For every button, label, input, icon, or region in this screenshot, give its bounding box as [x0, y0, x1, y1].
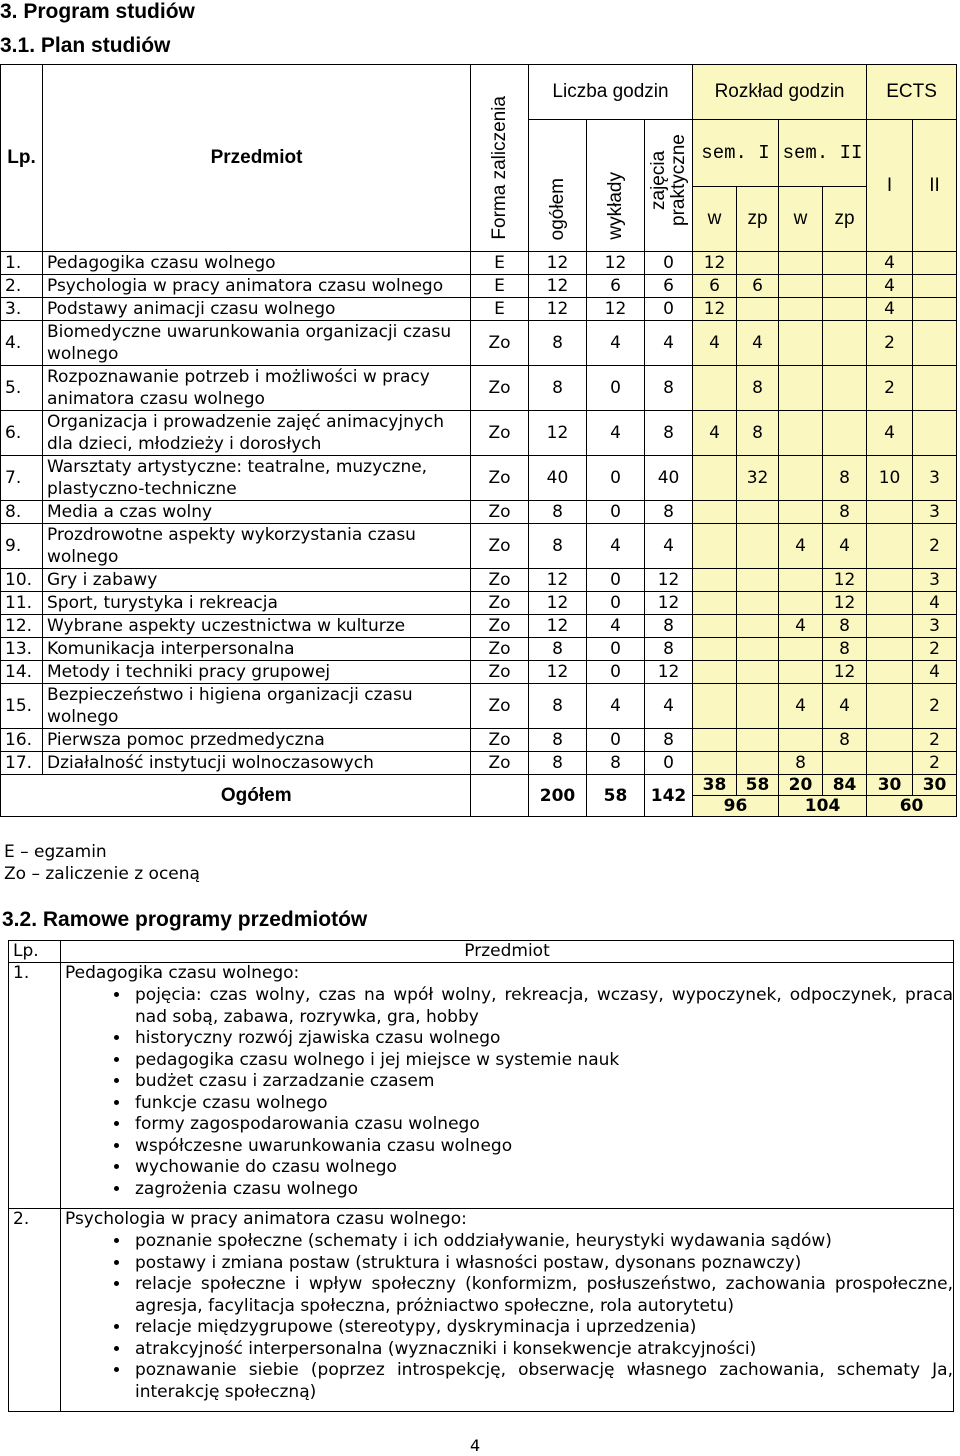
row-forma: Zo — [471, 411, 529, 456]
row-sem2-zp: 4 — [823, 684, 867, 729]
row-sem1-w — [693, 661, 737, 684]
row-forma: Zo — [471, 501, 529, 524]
row-zajecia: 12 — [645, 592, 693, 615]
total-sem1-w: 38 — [693, 775, 737, 796]
row-ects-1 — [867, 752, 913, 775]
row-lp: 14. — [1, 661, 43, 684]
row-forma: E — [471, 298, 529, 321]
total-zajecia: 142 — [645, 775, 693, 817]
row-zajecia: 8 — [645, 638, 693, 661]
header-przedmiot: Przedmiot — [43, 65, 471, 252]
program-row — [9, 963, 954, 1209]
row-sem1-zp: 8 — [737, 366, 779, 411]
row-ects-1 — [867, 638, 913, 661]
row-lp: 13. — [1, 638, 43, 661]
row-wyklady: 4 — [587, 321, 645, 366]
row-ects-1 — [867, 729, 913, 752]
header-sem2: sem. II — [779, 120, 867, 187]
row-ects-1: 2 — [867, 321, 913, 366]
program-row — [9, 1209, 954, 1412]
header-sem1-zp: zp — [737, 187, 779, 252]
row-sem2-w — [779, 321, 823, 366]
list-item: • funkcje czasu wolnego — [131, 1093, 953, 1115]
row-ogolem: 8 — [529, 752, 587, 775]
row-sem2-w — [779, 252, 823, 275]
row-zajecia: 8 — [645, 501, 693, 524]
row-sem2-zp: 12 — [823, 661, 867, 684]
row-sem2-zp — [823, 321, 867, 366]
row-ogolem: 12 — [529, 275, 587, 298]
programs-title: 3.2. Ramowe programy przedmiotów — [2, 908, 368, 931]
row-ects-2: 3 — [913, 569, 957, 592]
row-ects-2 — [913, 321, 957, 366]
program-title: Psychologia w pracy animatora czasu wolnego: — [65, 1209, 467, 1229]
total-ects-2: 30 — [913, 775, 957, 796]
header-wyklady: wykłady — [587, 120, 645, 252]
row-subject: Pierwsza pomoc przedmedyczna — [43, 729, 471, 752]
programs-table — [8, 940, 954, 1412]
row-ects-2: 2 — [913, 638, 957, 661]
total-sem1: 96 — [693, 796, 779, 817]
row-sem2-w: 8 — [779, 752, 823, 775]
row-ects-1: 4 — [867, 252, 913, 275]
row-ects-2 — [913, 366, 957, 411]
row-sem1-w — [693, 729, 737, 752]
row-zajecia: 40 — [645, 456, 693, 501]
row-sem2-w — [779, 661, 823, 684]
row-lp: 2. — [1, 275, 43, 298]
row-sem2-w — [779, 411, 823, 456]
row-forma: Zo — [471, 321, 529, 366]
row-zajecia: 8 — [645, 366, 693, 411]
row-sem1-zp — [737, 752, 779, 775]
header-sem2-w: w — [779, 187, 823, 252]
row-wyklady: 4 — [587, 615, 645, 638]
row-subject: Gry i zabawy — [43, 569, 471, 592]
row-zajecia: 0 — [645, 298, 693, 321]
row-ects-1 — [867, 524, 913, 569]
row-sem2-zp: 4 — [823, 524, 867, 569]
table-row — [1, 501, 957, 524]
row-ogolem: 8 — [529, 501, 587, 524]
row-ects-1: 4 — [867, 275, 913, 298]
total-spacer — [1, 775, 43, 817]
row-sem2-w: 4 — [779, 684, 823, 729]
row-zajecia: 8 — [645, 729, 693, 752]
row-forma: Zo — [471, 366, 529, 411]
list-item: • poznawanie siebie (poprzez introspekcję, obserwację własnego zachowania, schematy Ja, interakcję społeczną) — [131, 1360, 953, 1403]
row-subject: Sport, turystyka i rekreacja — [43, 592, 471, 615]
row-sem1-w: 4 — [693, 321, 737, 366]
row-sem1-zp — [737, 501, 779, 524]
header-zajecia: zajęcia praktyczne — [645, 120, 693, 252]
row-sem2-w — [779, 366, 823, 411]
row-ogolem: 12 — [529, 411, 587, 456]
row-sem2-zp — [823, 298, 867, 321]
program-lp: 1. — [9, 963, 61, 1209]
header-rozklad-godzin: Rozkład godzin — [693, 65, 867, 120]
program-content — [61, 963, 954, 1209]
row-wyklady: 0 — [587, 501, 645, 524]
row-sem2-zp: 8 — [823, 729, 867, 752]
row-ects-1: 2 — [867, 366, 913, 411]
row-ects-1 — [867, 592, 913, 615]
row-sem1-w: 12 — [693, 252, 737, 275]
row-sem1-w — [693, 456, 737, 501]
table-row — [1, 524, 957, 569]
row-wyklady: 0 — [587, 366, 645, 411]
row-ogolem: 8 — [529, 321, 587, 366]
row-sem2-w — [779, 275, 823, 298]
row-lp: 12. — [1, 615, 43, 638]
row-zajecia: 4 — [645, 684, 693, 729]
row-zajecia: 4 — [645, 524, 693, 569]
table-row — [1, 275, 957, 298]
table-row — [1, 752, 957, 775]
row-sem1-w — [693, 366, 737, 411]
row-ects-2: 3 — [913, 501, 957, 524]
row-ects-1 — [867, 501, 913, 524]
row-sem1-w: 4 — [693, 411, 737, 456]
row-sem1-zp: 8 — [737, 411, 779, 456]
row-wyklady: 0 — [587, 729, 645, 752]
row-lp: 17. — [1, 752, 43, 775]
row-ects-1 — [867, 661, 913, 684]
row-sem2-w — [779, 592, 823, 615]
prog-header-przedmiot: Przedmiot — [61, 941, 954, 963]
table-row — [1, 569, 957, 592]
row-subject: Metody i techniki pracy grupowej — [43, 661, 471, 684]
row-sem1-w — [693, 569, 737, 592]
row-zajecia: 8 — [645, 615, 693, 638]
row-ects-2: 2 — [913, 729, 957, 752]
row-sem2-w — [779, 298, 823, 321]
row-lp: 8. — [1, 501, 43, 524]
row-ects-1 — [867, 684, 913, 729]
list-item: • atrakcyjność interpersonalna (wyznaczniki i konsekwencje atrakcyjności) — [131, 1339, 953, 1361]
row-ects-2: 4 — [913, 661, 957, 684]
row-sem1-zp: 32 — [737, 456, 779, 501]
row-sem1-w — [693, 501, 737, 524]
header-ects-1: I — [867, 120, 913, 252]
row-zajecia: 12 — [645, 661, 693, 684]
total-wyklady: 58 — [587, 775, 645, 817]
list-item: • relacje społeczne i wpływ społeczny (konformizm, posłuszeństwo, zachowania prospołeczne, agresja, facylitacja społeczna, próżniactwo społeczne, rola autorytetu) — [131, 1274, 953, 1317]
program-topic-list — [61, 1231, 953, 1403]
row-ects-1: 10 — [867, 456, 913, 501]
row-subject: Media a czas wolny — [43, 501, 471, 524]
row-wyklady: 0 — [587, 661, 645, 684]
row-subject: Działalność instytucji wolnoczasowych — [43, 752, 471, 775]
list-item: • budżet czasu i zarzadzanie czasem — [131, 1071, 953, 1093]
list-item: • formy zagospodarowania czasu wolnego — [131, 1114, 953, 1136]
row-sem1-zp — [737, 252, 779, 275]
total-sem2-w: 20 — [779, 775, 823, 796]
row-ogolem: 12 — [529, 615, 587, 638]
legend-zaliczenie: Zo – zaliczenie z oceną — [4, 864, 200, 884]
row-zajecia: 0 — [645, 752, 693, 775]
row-ogolem: 12 — [529, 592, 587, 615]
row-ogolem: 12 — [529, 661, 587, 684]
header-sem1-w: w — [693, 187, 737, 252]
row-ogolem: 40 — [529, 456, 587, 501]
row-sem1-zp — [737, 524, 779, 569]
program-content — [61, 1209, 954, 1412]
legend-egzamin: E – egzamin — [4, 842, 107, 862]
row-forma: Zo — [471, 729, 529, 752]
row-wyklady: 8 — [587, 752, 645, 775]
row-ogolem: 8 — [529, 729, 587, 752]
row-lp: 15. — [1, 684, 43, 729]
row-zajecia: 4 — [645, 321, 693, 366]
row-sem2-w: 4 — [779, 524, 823, 569]
row-lp: 7. — [1, 456, 43, 501]
row-lp: 16. — [1, 729, 43, 752]
table-row — [1, 252, 957, 275]
row-sem1-zp — [737, 592, 779, 615]
row-lp: 3. — [1, 298, 43, 321]
table-row — [1, 411, 957, 456]
row-subject: Psychologia w pracy animatora czasu wolnego — [43, 275, 471, 298]
table-row — [1, 366, 957, 411]
row-ects-2 — [913, 298, 957, 321]
row-lp: 6. — [1, 411, 43, 456]
row-sem2-zp: 8 — [823, 501, 867, 524]
row-ects-2: 2 — [913, 752, 957, 775]
table-row — [1, 661, 957, 684]
row-lp: 11. — [1, 592, 43, 615]
list-item: • pojęcia: czas wolny, czas na wpół wolny, rekreacja, wczasy, wypoczynek, odpoczynek, praca nad sobą, zabawa, rozrywka, gra, hobby — [131, 985, 953, 1028]
row-forma: E — [471, 252, 529, 275]
row-lp: 10. — [1, 569, 43, 592]
row-ects-2: 3 — [913, 456, 957, 501]
row-sem1-w: 12 — [693, 298, 737, 321]
row-ects-2 — [913, 411, 957, 456]
row-ects-2: 4 — [913, 592, 957, 615]
row-forma: Zo — [471, 615, 529, 638]
row-sem1-zp — [737, 661, 779, 684]
row-wyklady: 0 — [587, 638, 645, 661]
row-sem2-zp: 12 — [823, 592, 867, 615]
row-ogolem: 8 — [529, 366, 587, 411]
row-forma: Zo — [471, 524, 529, 569]
row-sem2-w — [779, 456, 823, 501]
row-sem1-w — [693, 684, 737, 729]
row-sem1-zp — [737, 638, 779, 661]
header-forma: Forma zaliczenia — [471, 65, 529, 252]
row-subject: Organizacja i prowadzenie zajęć animacyjnych dla dzieci, młodzieży i dorosłych — [43, 411, 471, 456]
row-sem1-zp — [737, 569, 779, 592]
row-sem1-zp — [737, 615, 779, 638]
row-forma: Zo — [471, 569, 529, 592]
row-ogolem: 12 — [529, 252, 587, 275]
row-forma: Zo — [471, 661, 529, 684]
row-wyklady: 4 — [587, 411, 645, 456]
prog-header-lp: Lp. — [9, 941, 61, 963]
table-row — [1, 456, 957, 501]
row-forma: Zo — [471, 456, 529, 501]
row-lp: 9. — [1, 524, 43, 569]
row-sem2-zp: 8 — [823, 638, 867, 661]
list-item: • relacje międzygrupowe (stereotypy, dyskryminacja i uprzedzenia) — [131, 1317, 953, 1339]
header-ects: ECTS — [867, 65, 957, 120]
row-zajecia: 8 — [645, 411, 693, 456]
total-ogolem: 200 — [529, 775, 587, 817]
table-row — [1, 684, 957, 729]
total-forma — [471, 775, 529, 817]
header-liczba-godzin: Liczba godzin — [529, 65, 693, 120]
row-sem1-zp — [737, 684, 779, 729]
row-sem1-w — [693, 752, 737, 775]
table-row — [1, 592, 957, 615]
table-row — [1, 615, 957, 638]
row-sem2-w — [779, 638, 823, 661]
row-ects-2: 3 — [913, 615, 957, 638]
row-ogolem: 8 — [529, 638, 587, 661]
row-wyklady: 6 — [587, 275, 645, 298]
total-label: Ogółem — [43, 775, 471, 817]
table-row — [1, 729, 957, 752]
row-subject: Rozpoznawanie potrzeb i możliwości w pracy animatora czasu wolnego — [43, 366, 471, 411]
program-lp: 2. — [9, 1209, 61, 1412]
row-ects-2: 2 — [913, 684, 957, 729]
row-sem2-zp: 8 — [823, 456, 867, 501]
table-row — [1, 638, 957, 661]
row-sem1-zp: 6 — [737, 275, 779, 298]
page-number: 4 — [470, 1436, 481, 1455]
row-zajecia: 12 — [645, 569, 693, 592]
program-title: Pedagogika czasu wolnego: — [65, 963, 300, 983]
section-title: 3. Program studiów — [0, 0, 195, 23]
row-sem1-w — [693, 592, 737, 615]
row-subject: Pedagogika czasu wolnego — [43, 252, 471, 275]
row-wyklady: 12 — [587, 298, 645, 321]
header-lp: Lp. — [1, 65, 43, 252]
row-sem1-zp — [737, 729, 779, 752]
row-sem1-zp — [737, 298, 779, 321]
header-ects-2: II — [913, 120, 957, 252]
row-forma: Zo — [471, 684, 529, 729]
list-item: • poznanie społeczne (schematy i ich oddziaływanie, heurystyki wydawania sądów) — [131, 1231, 953, 1253]
row-subject: Komunikacja interpersonalna — [43, 638, 471, 661]
list-item: • pedagogika czasu wolnego i jej miejsce w systemie nauk — [131, 1050, 953, 1072]
header-sem1: sem. I — [693, 120, 779, 187]
total-sem2-zp: 84 — [823, 775, 867, 796]
total-ects-1: 30 — [867, 775, 913, 796]
row-wyklady: 0 — [587, 592, 645, 615]
header-sem2-zp: zp — [823, 187, 867, 252]
row-ects-1: 4 — [867, 411, 913, 456]
row-ects-2 — [913, 252, 957, 275]
row-sem2-w: 4 — [779, 615, 823, 638]
row-wyklady: 12 — [587, 252, 645, 275]
row-sem2-zp: 12 — [823, 569, 867, 592]
row-sem2-zp — [823, 252, 867, 275]
row-forma: Zo — [471, 592, 529, 615]
row-zajecia: 0 — [645, 252, 693, 275]
row-lp: 5. — [1, 366, 43, 411]
row-subject: Bezpieczeństwo i higiena organizacji czasu wolnego — [43, 684, 471, 729]
row-ects-2: 2 — [913, 524, 957, 569]
row-sem2-w — [779, 501, 823, 524]
table-row — [1, 298, 957, 321]
row-lp: 1. — [1, 252, 43, 275]
study-plan-table — [0, 64, 957, 817]
row-wyklady: 4 — [587, 524, 645, 569]
subsection-title: 3.1. Plan studiów — [0, 34, 171, 57]
row-ects-2 — [913, 275, 957, 298]
header-ogolem: ogółem — [529, 120, 587, 252]
row-subject: Biomedyczne uwarunkowania organizacji czasu wolnego — [43, 321, 471, 366]
row-ects-1 — [867, 569, 913, 592]
row-forma: E — [471, 275, 529, 298]
row-forma: Zo — [471, 638, 529, 661]
row-wyklady: 4 — [587, 684, 645, 729]
row-sem1-w — [693, 638, 737, 661]
row-ogolem: 8 — [529, 684, 587, 729]
table-row — [1, 321, 957, 366]
row-sem1-zp: 4 — [737, 321, 779, 366]
row-ects-1: 4 — [867, 298, 913, 321]
row-zajecia: 6 — [645, 275, 693, 298]
row-sem2-zp — [823, 275, 867, 298]
row-sem2-w — [779, 569, 823, 592]
row-sem2-zp: 8 — [823, 615, 867, 638]
total-ects: 60 — [867, 796, 957, 817]
row-subject: Podstawy animacji czasu wolnego — [43, 298, 471, 321]
row-wyklady: 0 — [587, 569, 645, 592]
row-forma: Zo — [471, 752, 529, 775]
row-ects-1 — [867, 615, 913, 638]
row-sem2-zp — [823, 752, 867, 775]
row-subject: Warsztaty artystyczne: teatralne, muzyczne, plastyczno-techniczne — [43, 456, 471, 501]
row-wyklady: 0 — [587, 456, 645, 501]
row-ogolem: 8 — [529, 524, 587, 569]
list-item: • zagrożenia czasu wolnego — [131, 1179, 953, 1201]
list-item: • współczesne uwarunkowania czasu wolnego — [131, 1136, 953, 1158]
total-sem2: 104 — [779, 796, 867, 817]
program-topic-list — [61, 985, 953, 1200]
total-sem1-zp: 58 — [737, 775, 779, 796]
row-sem2-zp — [823, 366, 867, 411]
row-ogolem: 12 — [529, 298, 587, 321]
list-item: • historyczny rozwój zjawiska czasu wolnego — [131, 1028, 953, 1050]
row-sem1-w — [693, 524, 737, 569]
row-subject: Prozdrowotne aspekty wykorzystania czasu wolnego — [43, 524, 471, 569]
list-item: • wychowanie do czasu wolnego — [131, 1157, 953, 1179]
row-ogolem: 12 — [529, 569, 587, 592]
row-lp: 4. — [1, 321, 43, 366]
row-sem1-w: 6 — [693, 275, 737, 298]
row-sem2-zp — [823, 411, 867, 456]
row-sem2-w — [779, 729, 823, 752]
row-sem1-w — [693, 615, 737, 638]
row-subject: Wybrane aspekty uczestnictwa w kulturze — [43, 615, 471, 638]
list-item: • postawy i zmiana postaw (struktura i własności postaw, dysonans poznawczy) — [131, 1253, 953, 1275]
